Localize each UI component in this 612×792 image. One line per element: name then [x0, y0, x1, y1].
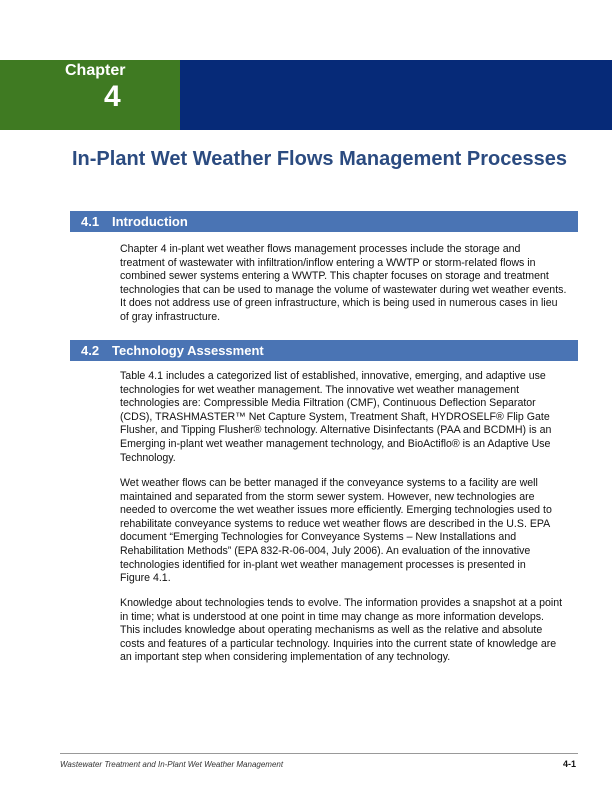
text-line: Rehabilitation Methods” (EPA 832-R-06-004, July 2006). An evaluation of the innovative [120, 544, 531, 557]
page-number: 4-1 [562, 759, 576, 769]
text-line: (CDS), TRASHMASTER™ Net Capture System, Treatment Shaft, HYDROSELF® Flip Gate [120, 410, 550, 423]
text-line: needed to overcome the wet weather issues more efficiently. Emerging technologies used to [120, 504, 552, 517]
text-line: an important step when considering implementation of any technology. [120, 651, 451, 664]
text-line: technologies are: Compressible Media Filtration (CMF), Continuous Deflection Separator [120, 397, 536, 410]
text-line: treatment of wastewater with infiltration/inflow entering a WWTP or storm-related flows in [120, 256, 536, 269]
chapter-number: 4 [104, 80, 121, 113]
text-line: combined sewer systems entering a WWTP. This chapter focuses on storage and treatment [120, 270, 549, 283]
footer-text: Wastewater Treatment and In-Plant Wet Weather Management [60, 760, 284, 769]
section-heading-4-2 [70, 340, 578, 361]
text-line: technologies identified for in-plant wet weather management processes is presented in [120, 558, 526, 571]
text-line: Emerging in-plant wet weather management technology, and BioActiflo® is an Adaptive Use [120, 437, 551, 450]
chapter-label: Chapter [65, 62, 126, 79]
text-line: Flusher, and Tipping Flusher® technology. Alternative Disinfectants (PAA and BCDMH) is an [120, 424, 552, 437]
section-number: 4.2 [81, 343, 100, 358]
paragraph [120, 477, 552, 586]
section-title: Introduction [112, 214, 188, 229]
text-line: technologies that can be used to manage the volume of wastewater during wet weather events. [120, 283, 567, 296]
text-line: Technology. [120, 451, 176, 464]
text-line: maintained and separated from the storm sewer system. However, new technologies are [120, 490, 535, 503]
paragraph [120, 597, 562, 665]
text-line: costs and features of a particular technology. Inquiries into the current state of knowledge are [120, 637, 557, 650]
text-line: Figure 4.1. [120, 572, 171, 585]
section-number: 4.1 [81, 214, 100, 229]
text-line: technologies for wet weather management. The innovative wet weather management [120, 383, 520, 396]
paragraph [120, 370, 551, 465]
text-line: Wet weather flows can be better managed if the conveyance systems to a facility are well [120, 477, 538, 489]
text-line: of gray infrastructure. [120, 310, 221, 323]
text-line: Knowledge about technologies tends to evolve. The information provides a snapshot at a point [120, 597, 563, 609]
footer-divider [60, 753, 578, 754]
paragraph [120, 243, 566, 325]
text-line: Chapter 4 in-plant wet weather flows management processes include the storage and [120, 243, 521, 255]
text-line: This includes knowledge about operating mechanisms as well as the relative and absolute [120, 624, 543, 637]
page-title: In-Plant Wet Weather Flows Management Processes [72, 148, 567, 170]
text-line: in time; what is understood at one point in time may change as more information develops. [120, 610, 544, 623]
section-title: Technology Assessment [112, 343, 264, 358]
section-heading-4-1 [70, 211, 578, 232]
text-line: document “Emerging Technologies for Conveyance Systems – New Installations and [120, 531, 517, 544]
text-line: rehabilitate conveyance systems to reduce wet weather flows are described in the U.S. EPA [120, 517, 551, 530]
text-line: It does not address use of green infrastructure, which is being used in numerous cases in lieu [120, 297, 558, 310]
text-line: Table 4.1 includes a categorized list of established, innovative, emerging, and adaptive use [120, 370, 546, 382]
chapter-blue-banner [180, 60, 612, 130]
